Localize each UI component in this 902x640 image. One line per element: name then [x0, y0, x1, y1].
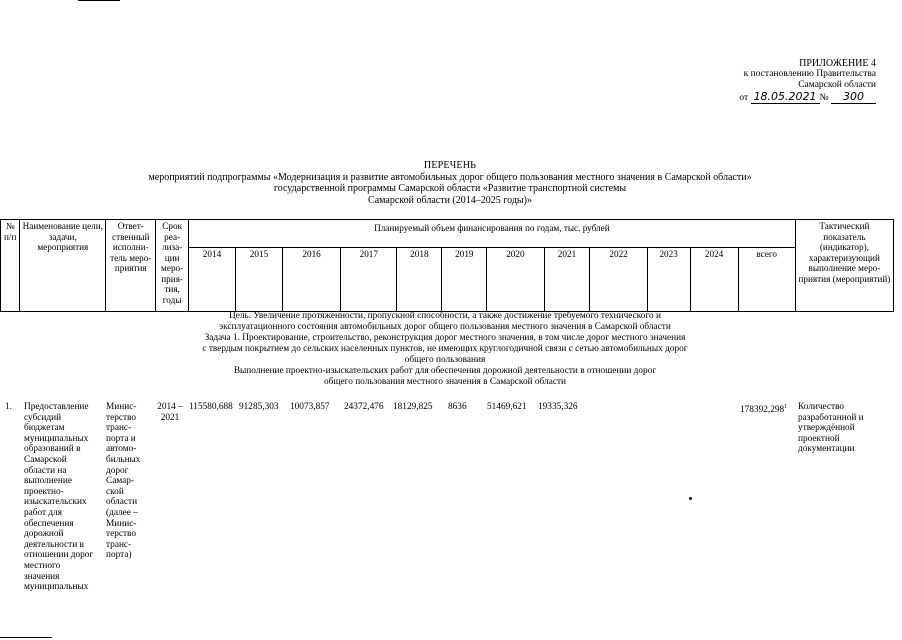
document-heading [60, 160, 840, 206]
year-2024: 2024 [690, 248, 738, 312]
row-name-line: отношении дорог [24, 550, 94, 561]
row-resp-line: Минис- [106, 518, 137, 529]
row-resp-line: Минис- [106, 402, 137, 412]
row-name-line: значения [24, 571, 60, 582]
year-total: всего [738, 248, 795, 312]
row-resp-line: дорог [106, 465, 129, 476]
work-line1: Выполнение проектно-изыскательских работ для обеспечения дорожной деятельности в отношении дорог [233, 366, 657, 376]
row-name-line: области на [24, 465, 67, 476]
appendix-date: 18.05.2021 [751, 90, 820, 104]
row-resp-line: порта) [106, 550, 132, 561]
goal-line1: Цель. Увеличение протяженности, пропускной способности, а также достижение требуемого технического и [229, 311, 661, 321]
goal-line2: эксплуатационного состояния автомобильных дорог общего пользования местного значения в Самарской области [219, 322, 671, 332]
year-2014: 2014 [188, 248, 235, 312]
number-prefix: № [819, 93, 829, 103]
stray-mark [689, 497, 692, 500]
value-2017: 24372,476 [344, 402, 384, 412]
row-resp-line: терство [106, 412, 137, 423]
value-total-footnote: 1 [784, 404, 788, 410]
row-resp-line: транс- [106, 423, 132, 434]
year-2018: 2018 [397, 248, 442, 312]
row-resp-line: автомо- [106, 444, 137, 455]
row-name-line: бюджетам [24, 423, 65, 434]
row-indicator-line: утверждённой [798, 423, 855, 434]
row-name-line: образований в [24, 444, 81, 455]
appendix-block [676, 58, 876, 104]
value-2018: 18129,825 [393, 402, 433, 412]
year-2021: 2021 [544, 248, 590, 312]
row-name-line: деятельности в [24, 539, 84, 550]
appendix-title: ПРИЛОЖЕНИЕ 4 [799, 58, 876, 69]
row-indicator-line: Количество [798, 402, 845, 412]
row-term-line: 2021 [160, 412, 180, 423]
value-2016: 10073,857 [290, 402, 330, 412]
value-2020: 51469,621 [487, 402, 527, 412]
row-term-line: 2014 – [157, 402, 183, 412]
row-name-line: изыскательских [24, 497, 87, 508]
value-2014: 115580,688 [189, 402, 233, 412]
row-term [154, 402, 186, 423]
work-line2: общего пользования местного значения в Самарской области [323, 377, 566, 387]
row-resp-line: транс- [106, 539, 132, 550]
row-name-line: обеспечения [24, 518, 74, 529]
col-term-header: Срок реа-лиза-ции меро-прия-тия, годы [156, 220, 189, 312]
col-name-header: Наименование цели, задачи, мероприятия [20, 220, 106, 312]
appendix-number: 300 [831, 90, 876, 104]
value-2019: 8636 [448, 402, 467, 412]
col-finance-header: Планируемый объем финансирования по годам, тыс. рублей [188, 220, 795, 248]
row-name-line: субсидий [24, 412, 62, 423]
appendix-line3: Самарской области [798, 80, 876, 90]
goals-block [100, 311, 790, 388]
row-resp-line: бильных [106, 454, 141, 465]
year-2022: 2022 [590, 248, 647, 312]
year-2023: 2023 [647, 248, 690, 312]
row-resp-line: терство [106, 529, 137, 540]
year-2015: 2015 [235, 248, 282, 312]
col-indicator-header: Тактический показатель (индикатор), характеризующий выполнение меро-приятия (мероприятий) [795, 220, 893, 312]
year-2017: 2017 [341, 248, 397, 312]
row-name-line: дорожной [24, 529, 64, 540]
row-name-line: Предоставление [24, 402, 89, 412]
row-indicator-line: проектной [798, 433, 840, 444]
heading-line2: государственной программы Самарской области «Развитие транспортной системы [273, 183, 627, 194]
appendix-line2: к постановлению Правительства [743, 69, 876, 79]
appendix-date-line [739, 91, 876, 104]
row-resp-line: области [106, 497, 138, 508]
value-2015: 91285,303 [239, 402, 279, 412]
row-name-line: местного [24, 560, 61, 571]
task-line3: общего пользования [404, 355, 486, 365]
value-2021: 19335,326 [538, 402, 578, 412]
row-name [24, 402, 106, 593]
year-2020: 2020 [487, 248, 544, 312]
col-resp-header: Ответ-ственный исполни-тель меро-приятия [106, 220, 156, 312]
top-rule [78, 0, 120, 1]
row-name-line: муниципальных [24, 582, 89, 593]
finance-table [0, 219, 894, 312]
row-name-line: проектно- [24, 486, 64, 497]
row-name-line: Самарской [24, 454, 67, 465]
value-total-number: 178392,298 [740, 405, 785, 416]
row-resp-line: ской [106, 486, 124, 497]
heading-line3: Самарской области (2014–2025 годы)» [368, 194, 532, 206]
row-indicator-line: разработанной и [798, 412, 864, 423]
heading-line1: мероприятий подпрограммы «Модернизация и развитие автомобильных дорог общего пользования местного значения в Самарской области» [148, 171, 752, 183]
row-resp-line: (далее – [106, 507, 138, 518]
row-name-line: муниципальных [24, 433, 89, 444]
col-num-header: № п/п [1, 220, 20, 312]
heading-title: ПЕРЕЧЕНЬ [423, 160, 477, 171]
row-num: 1. [5, 402, 12, 412]
year-2016: 2016 [282, 248, 340, 312]
task-line2: с твердым покрытием до сельских населенных пунктов, не имеющих круглогодичной связи с сетью автомобильных дорог [202, 344, 688, 354]
task-line1: Задача 1. Проектирование, строительство, реконструкция дорог местного значения, в том числе дорог местного значения [204, 333, 686, 343]
row-resp-line: порта и [106, 433, 136, 444]
year-2019: 2019 [442, 248, 487, 312]
value-total [740, 402, 787, 416]
date-prefix: от [739, 93, 749, 103]
row-resp-line: Самар- [106, 476, 135, 487]
row-name-line: выполнение [24, 476, 72, 487]
footnote-rule [0, 637, 52, 638]
row-name-line: работ для [24, 507, 63, 518]
row-resp [106, 402, 152, 561]
row-indicator-line: документации [798, 444, 855, 455]
row-indicator [798, 402, 894, 455]
